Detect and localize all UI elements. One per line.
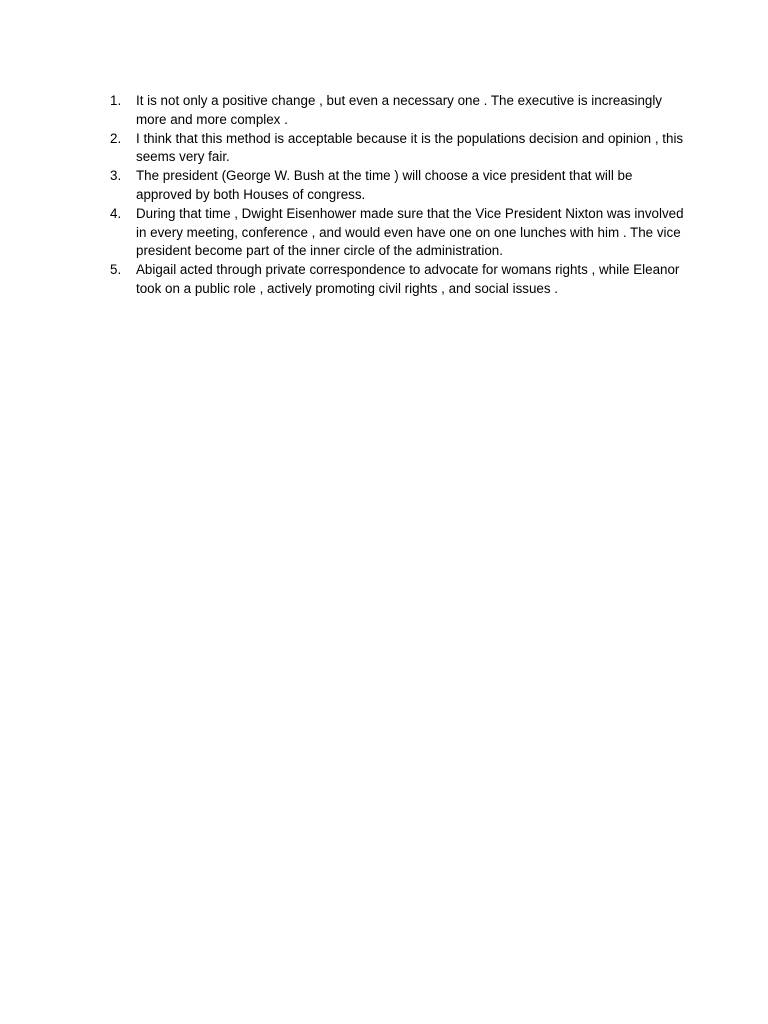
list-item-text: During that time , Dwight Eisenhower made sure that the Vice President Nixton was involved in every meeting, conference , and would even have one on one lunches with him . The vice president become part of the inner circle of the administration. [136, 205, 684, 259]
list-item-number: 2. [110, 130, 122, 146]
list-item-number: 4. [110, 205, 122, 221]
list-item-text: I think that this method is acceptable because it is the populations decision and opinion , this seems very fair. [136, 130, 684, 165]
list-item-text: It is not only a positive change , but even a necessary one . The executive is increasingly more and more complex . [136, 93, 663, 127]
list-item-number: 5. [110, 262, 122, 278]
list-item-1 [110, 92, 690, 130]
list-item-3 [110, 167, 690, 205]
list-item-number: 3. [110, 168, 122, 184]
list-item-number: 1. [110, 93, 122, 108]
list-item-5 [110, 261, 690, 299]
list-item-text: Abigail acted through private correspondence to advocate for womans rights , while Eleanor took on a public role , actively promoting civil rights , and social issues . [136, 262, 680, 296]
numbered-answer-list [110, 92, 690, 299]
list-item-2 [110, 130, 690, 168]
list-item-text: The president (George W. Bush at the time ) will choose a vice president that will be approved by both Houses of congress. [136, 168, 633, 202]
list-item-4 [110, 205, 690, 261]
